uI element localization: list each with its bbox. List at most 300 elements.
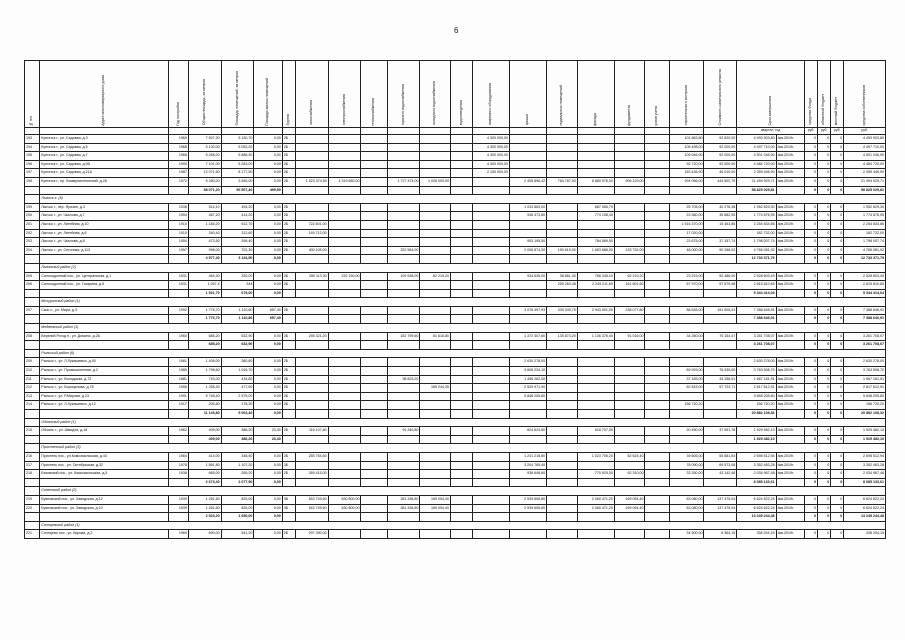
table-cell: 5 268,00	[188, 152, 221, 161]
table-cell	[328, 246, 361, 255]
table-cell: 2 249 211,60	[577, 281, 614, 290]
table-cell: 0,00	[254, 401, 282, 410]
header-label: Год постройки	[175, 101, 180, 126]
table-cell: 69 573,08	[704, 461, 737, 470]
table-cell	[472, 367, 509, 376]
table-cell	[547, 513, 578, 522]
table-cell: 2Б	[282, 169, 295, 178]
table-cell	[328, 186, 361, 195]
table-cell	[577, 461, 614, 470]
table-cell: 34 500,00	[669, 530, 704, 539]
table-cell: 37 951,76	[704, 427, 737, 436]
header-label: подвальных помещений	[559, 84, 564, 126]
table-cell	[547, 358, 578, 367]
table-cell	[387, 315, 420, 324]
table-cell: 133 732,00	[614, 246, 645, 255]
table-cell	[420, 152, 451, 161]
header-label: крыши	[525, 114, 530, 126]
table-cell: 784 787,00	[547, 177, 578, 186]
table-cell: 541,20	[221, 530, 254, 539]
subtotal-row	[25, 186, 886, 195]
table-cell	[577, 135, 614, 144]
table-cell: 2 523,20	[188, 513, 221, 522]
table-cell	[472, 375, 509, 384]
table-cell: 5 130,70	[221, 135, 254, 144]
table-cell	[645, 229, 669, 238]
table-cell: 1991	[169, 392, 189, 401]
unit-cell: руб.	[818, 128, 831, 135]
table-cell: 687 065,79	[577, 203, 614, 212]
table-cell: 1 561,80	[188, 461, 221, 470]
table-cell: 1 727 474,00	[387, 177, 420, 186]
table-cell	[361, 315, 387, 324]
table-cell	[645, 530, 669, 539]
table-cell	[547, 315, 578, 324]
table-cell: 2Б	[282, 427, 295, 436]
table-cell	[169, 186, 189, 195]
table-cell	[451, 341, 473, 350]
header-cell	[669, 61, 704, 128]
table-cell: 1 929 482,10	[844, 435, 886, 444]
table-cell: 8 085 133,61	[844, 478, 886, 487]
table-cell	[614, 367, 645, 376]
table-cell: 338 254,15	[844, 530, 886, 539]
table-cell: 7 388 646,91	[737, 315, 776, 324]
table-cell: 294 056,00	[669, 177, 704, 186]
address-cell: Солнцево пос., ул. Кирова, д.2	[40, 530, 169, 539]
table-cell: 4 501 046,90	[737, 152, 776, 161]
table-cell: 0,00	[254, 375, 282, 384]
address-cell: Сильнодонный пос., ул. Гагарина, д.5	[40, 281, 169, 290]
table-cell	[614, 186, 645, 195]
table-cell: 1 406,00	[188, 358, 221, 367]
table-cell	[328, 306, 361, 315]
table-row	[25, 452, 886, 461]
table-cell: 76 935,00	[704, 367, 737, 376]
table-cell	[387, 255, 420, 264]
table-cell: 0,00	[254, 238, 282, 247]
table-cell	[577, 160, 614, 169]
table-cell: 0	[831, 427, 844, 436]
table-cell: 2Б	[282, 281, 295, 290]
table-cell: 0	[818, 229, 831, 238]
table-cell: 23,40	[254, 435, 282, 444]
table-cell: 1 798,60	[188, 367, 221, 376]
table-cell	[295, 367, 328, 376]
table-cell: 43 142,46	[704, 470, 737, 479]
table-cell	[645, 495, 669, 504]
table-cell: 259 263,48	[547, 281, 578, 290]
table-cell: 196	[25, 160, 40, 169]
table-cell: 92 520,00	[704, 135, 737, 144]
table-cell: 1881	[169, 375, 189, 384]
table-cell	[472, 315, 509, 324]
table-cell: 2Б	[282, 392, 295, 401]
table-cell: 4кв.2019г.	[776, 220, 804, 229]
table-cell: 218	[25, 470, 40, 479]
table-body	[25, 135, 886, 539]
unit-cell	[221, 128, 254, 135]
table-cell	[577, 513, 614, 522]
table-cell: 0	[818, 384, 831, 393]
table-cell: 1 016,70	[221, 367, 254, 376]
table-cell: 4кв.2019г.	[776, 401, 804, 410]
table-cell: 0	[818, 220, 831, 229]
table-cell	[472, 281, 509, 290]
table-cell: 414,00	[188, 452, 221, 461]
header-label: фасада	[593, 112, 598, 126]
table-cell	[547, 135, 578, 144]
table-cell: 156 720,20	[737, 401, 776, 410]
table-cell: 338 254,15	[737, 530, 776, 539]
table-cell: 0	[804, 427, 817, 436]
table-cell	[361, 452, 387, 461]
table-cell: 25 705,00	[669, 203, 704, 212]
table-cell	[510, 478, 547, 487]
table-cell	[547, 392, 578, 401]
table-cell: 1 650,00	[221, 513, 254, 522]
table-cell: 214	[25, 401, 40, 410]
table-cell: 1968	[169, 152, 189, 161]
table-cell: 221	[25, 530, 40, 539]
table-cell	[420, 461, 451, 470]
table-cell: 91 016,00	[614, 332, 645, 341]
table-cell	[420, 255, 451, 264]
table-cell	[547, 375, 578, 384]
table-cell: 0	[804, 332, 817, 341]
table-cell: 934 635,00	[510, 272, 547, 281]
table-cell	[387, 220, 420, 229]
table-cell	[547, 478, 578, 487]
table-cell: 1939	[169, 495, 189, 504]
table-cell: 1954	[169, 212, 189, 221]
table-cell: 3 645,00	[221, 177, 254, 186]
table-cell: 12 733 371,79	[737, 255, 776, 264]
table-cell	[510, 229, 547, 238]
table-cell	[472, 410, 509, 419]
table-row	[25, 135, 886, 144]
table-cell: 612,70	[221, 220, 254, 229]
table-cell: 414,20	[221, 212, 254, 221]
table-cell	[387, 238, 420, 247]
table-cell: 265,20	[221, 470, 254, 479]
table-cell: 197	[25, 169, 40, 178]
table-cell: 0	[831, 367, 844, 376]
table-cell	[614, 229, 645, 238]
table-cell: 50 507,40	[221, 186, 254, 195]
table-cell: 1954	[169, 238, 189, 247]
table-cell	[295, 135, 328, 144]
table-cell: 825,00	[221, 504, 254, 513]
table-cell	[472, 427, 509, 436]
table-cell: 0	[804, 143, 817, 152]
table-cell: 946 473,80	[510, 212, 547, 221]
table-cell: 0	[818, 255, 831, 264]
table-cell	[614, 427, 645, 436]
table-cell	[645, 281, 669, 290]
table-cell	[361, 160, 387, 169]
table-cell	[614, 341, 645, 350]
table-cell	[361, 332, 387, 341]
table-cell	[645, 435, 669, 444]
table-cell	[776, 255, 804, 264]
table-cell: 1 774 676,95	[844, 212, 886, 221]
header-cell	[169, 61, 189, 128]
table-cell: 1938	[169, 203, 189, 212]
header-cell	[737, 61, 805, 128]
unit-cell	[451, 128, 473, 135]
table-cell	[645, 255, 669, 264]
table-cell: 1 110,80	[221, 315, 254, 324]
table-cell: 1 184,20	[188, 220, 221, 229]
table-cell: 195	[25, 152, 40, 161]
table-cell: 5 344 414,04	[844, 289, 886, 298]
table-cell	[328, 461, 361, 470]
table-cell: 1962	[169, 427, 189, 436]
table-cell: 1 952 829,30	[737, 203, 776, 212]
table-cell: 17 020,00	[669, 229, 704, 238]
address-cell: Лыгоск г., ул. Чкалова, д.7	[40, 212, 169, 221]
table-cell	[361, 375, 387, 384]
table-cell	[387, 435, 420, 444]
table-cell: 0	[804, 367, 817, 376]
table-cell: 0,00	[254, 478, 282, 487]
header-cell	[472, 61, 509, 128]
address-cell: Рыльск г., ул. Бороценова, д.78	[40, 384, 169, 393]
table-cell: 4 300 000,00	[472, 152, 509, 161]
address-cell	[40, 341, 169, 350]
table-cell: 2 359 446,90	[737, 169, 776, 178]
table-cell	[25, 298, 40, 307]
table-cell	[420, 401, 451, 410]
table-cell	[361, 341, 387, 350]
table-cell	[577, 358, 614, 367]
table-cell: 199	[25, 203, 40, 212]
table-cell	[451, 384, 473, 393]
header-cell	[361, 61, 387, 128]
table-row	[25, 212, 886, 221]
table-cell: 216	[25, 452, 40, 461]
table-cell: 0	[804, 177, 817, 186]
table-cell	[328, 401, 361, 410]
table-cell: 4 300 000,00	[472, 143, 509, 152]
table-cell: 4кв.2019г.	[776, 143, 804, 152]
table-cell	[547, 143, 578, 152]
table-cell: 280 113,30	[295, 272, 328, 281]
table-cell	[614, 160, 645, 169]
header-cell	[328, 61, 361, 128]
table-cell	[361, 530, 387, 539]
table-cell: 2 254 834,86	[844, 220, 886, 229]
table-cell: 4кв.2019г.	[776, 203, 804, 212]
table-row	[25, 160, 886, 169]
table-cell: 0,00	[254, 289, 282, 298]
table-cell: 0	[804, 341, 817, 350]
table-cell: 151 905,41	[704, 306, 737, 315]
table-cell: 0,00	[254, 135, 282, 144]
table-cell: 1 776,70	[188, 315, 221, 324]
table-cell: 0	[831, 470, 844, 479]
table-cell: 400 105,00	[295, 246, 328, 255]
table-cell: 109 538,00	[387, 272, 420, 281]
table-cell	[282, 435, 295, 444]
table-cell	[472, 504, 509, 513]
header-label: средства Фонда	[808, 98, 813, 126]
table-cell	[361, 410, 387, 419]
table-cell	[361, 358, 387, 367]
table-cell: 0	[818, 375, 831, 384]
table-cell	[361, 495, 387, 504]
table-cell: 1931	[169, 272, 189, 281]
table-cell	[547, 160, 578, 169]
table-cell: 1917	[169, 401, 189, 410]
table-cell	[614, 478, 645, 487]
table-cell	[704, 410, 737, 419]
unit-cell	[614, 128, 645, 135]
table-cell: 702,30	[221, 246, 254, 255]
table-cell: 1 110,80	[221, 306, 254, 315]
table-cell: 0	[831, 152, 844, 161]
unit-cell	[169, 128, 189, 135]
table-cell: 0	[804, 495, 817, 504]
table-cell: 4кв.2019г.	[776, 495, 804, 504]
table-cell: 2Б	[282, 452, 295, 461]
table-cell: 62 310,00	[614, 470, 645, 479]
table-cell: 0,00	[254, 513, 282, 522]
table-cell	[645, 177, 669, 186]
table-cell	[577, 229, 614, 238]
table-cell: 4 497 710,00	[737, 143, 776, 152]
table-cell: 4кв.2019г.	[776, 272, 804, 281]
header-label: холодного водоснабжения	[432, 81, 437, 126]
table-cell: 2Б	[282, 375, 295, 384]
table-cell: 101 663,80	[669, 135, 704, 144]
table-cell: 90 268,02	[704, 246, 737, 255]
table-cell: 5 130,00	[188, 143, 221, 152]
table-cell	[328, 255, 361, 264]
table-cell: 0	[831, 358, 844, 367]
table-cell: 0	[818, 410, 831, 419]
table-cell	[328, 530, 361, 539]
table-cell: 58 825 029,81	[737, 186, 776, 195]
table-cell: 0,00	[254, 177, 282, 186]
table-cell: 4кв.2019г.	[776, 306, 804, 315]
table-cell	[361, 177, 387, 186]
table-cell: 220	[25, 504, 40, 513]
table-cell: 630 800,00	[328, 504, 361, 513]
table-cell: 1939	[169, 504, 189, 513]
table-cell	[451, 255, 473, 264]
table-cell: 0	[804, 229, 817, 238]
table-cell	[25, 186, 40, 195]
address-cell: Рыльск г., ул. Р.Мирова, д.23	[40, 392, 169, 401]
table-cell: 685,20	[188, 341, 221, 350]
table-cell	[295, 435, 328, 444]
table-cell: 3 261 708,07	[844, 341, 886, 350]
district-row	[25, 444, 886, 453]
unit-cell	[547, 128, 578, 135]
table-cell: 499,50	[254, 186, 282, 195]
table-row	[25, 238, 886, 247]
table-cell	[328, 220, 361, 229]
table-cell: 0,00	[254, 281, 282, 290]
table-cell	[328, 427, 361, 436]
table-cell	[420, 530, 451, 539]
table-cell	[295, 358, 328, 367]
table-cell: 0	[804, 135, 817, 144]
table-cell: 0	[818, 289, 831, 298]
table-cell	[282, 410, 295, 419]
table-cell: 0	[804, 401, 817, 410]
table-cell: 52 486,00	[704, 272, 737, 281]
table-cell: 1960	[169, 332, 189, 341]
table-cell: 81 616,80	[420, 332, 451, 341]
table-cell: 0	[818, 203, 831, 212]
table-cell: 0	[818, 212, 831, 221]
table-cell: 0	[804, 186, 817, 195]
table-cell: 0	[804, 478, 817, 487]
address-cell: Лыгоск г., ул. Литейная, д.6	[40, 229, 169, 238]
table-cell: 824 624,80	[510, 427, 547, 436]
table-cell: 0	[831, 272, 844, 281]
table-cell: 1992	[169, 306, 189, 315]
table-cell	[577, 186, 614, 195]
table-cell: 57 579,48	[704, 281, 737, 290]
table-cell: 0	[804, 246, 817, 255]
table-cell	[387, 135, 420, 144]
table-cell: 1 261,60	[188, 495, 221, 504]
table-cell: 40 276,38	[704, 203, 737, 212]
table-cell: 105 498,00	[669, 143, 704, 152]
table-cell	[614, 143, 645, 152]
header-label: местный бюджет	[834, 97, 839, 126]
table-cell: 2 630 278,00	[510, 358, 547, 367]
address-cell: Обоянь г., ул. Шмидта, д.18	[40, 427, 169, 436]
table-row	[25, 392, 886, 401]
table-cell	[361, 427, 387, 436]
table-cell	[420, 169, 451, 178]
header-label: газоснабжения	[309, 100, 313, 126]
table-cell	[169, 289, 189, 298]
table-cell: 0	[831, 375, 844, 384]
unit-cell	[40, 128, 169, 135]
table-cell: 57 723,71	[704, 384, 737, 393]
table-cell	[295, 186, 328, 195]
table-cell: 0,00	[254, 530, 282, 539]
table-cell: 5 688,40	[221, 152, 254, 161]
table-cell	[547, 461, 578, 470]
table-cell	[420, 229, 451, 238]
table-cell	[577, 530, 614, 539]
table-cell: 0	[831, 186, 844, 195]
table-cell: 7 388 646,91	[737, 306, 776, 315]
table-cell: 0	[818, 332, 831, 341]
table-cell: 0	[831, 169, 844, 178]
table-cell	[420, 427, 451, 436]
table-cell: 205	[25, 272, 40, 281]
table-cell: 4кв.2019г.	[776, 229, 804, 238]
table-cell	[451, 212, 473, 221]
table-cell	[451, 435, 473, 444]
table-cell: 98 603,20	[387, 375, 420, 384]
table-cell: 1 496 262,00	[510, 375, 547, 384]
table-cell	[361, 461, 387, 470]
table-cell: 3 763 508,70	[844, 367, 886, 376]
header-label: № п/п	[29, 115, 34, 126]
table-cell: 2 060 471,20	[577, 504, 614, 513]
table-cell	[328, 135, 361, 144]
table-cell	[282, 513, 295, 522]
